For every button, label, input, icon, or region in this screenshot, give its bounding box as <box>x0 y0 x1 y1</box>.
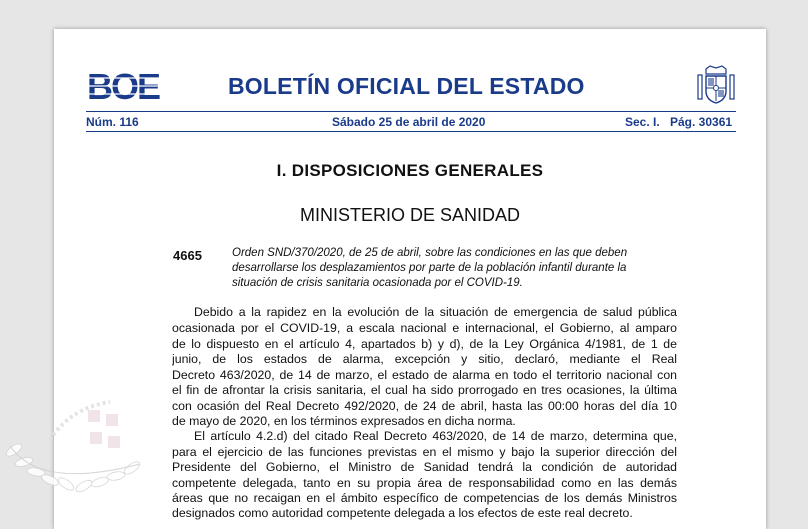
body-line: junio, de los estados de alarma, excepción y sitio, declaró, mediante el Real <box>172 352 677 366</box>
body-line: designados como autoridad competente delegada a los efectos de este real decreto. <box>172 506 633 520</box>
gazette-title: BOLETÍN OFICIAL DEL ESTADO <box>228 73 585 99</box>
boe-logo-icon <box>86 70 160 102</box>
body-line: El artículo 4.2.d) del citado Real Decreto 463/2020, de 14 de marzo, determina que, <box>194 429 677 443</box>
issue-number: Núm. 116 <box>86 115 139 129</box>
body-line: áreas que no recaigan en el ámbito específico de competencias de los demás Ministros <box>172 491 677 505</box>
body-line: competente delegada, tanto en su propia área de responsabilidad como en las demás <box>172 476 677 490</box>
body-line: Debido a la rapidez en la evolución de la situación de emergencia de salud pública <box>194 305 677 319</box>
order-title-line: situación de crisis sanitaria ocasionada por el COVID-19. <box>232 277 523 289</box>
laurel-watermark-icon <box>0 400 160 510</box>
document-page <box>54 29 766 529</box>
body-line: con ocasión del Real Decreto 492/2020, de 24 de abril, hasta las 00:00 horas del día 10 <box>172 399 677 413</box>
section-title: I. DISPOSICIONES GENERALES <box>276 161 544 180</box>
section-label: Sec. I. <box>625 115 660 129</box>
header-rule-top <box>86 111 736 112</box>
body-line: ocasionada por el COVID-19, a escala nacional e internacional, el Gobierno, al amparo <box>172 321 677 335</box>
body-line: el fin de afrontar la crisis sanitaria, el cual ha sido prorrogado en tres ocasiones, la última <box>172 383 677 397</box>
ministry-title: MINISTERIO DE SANIDAD <box>299 205 521 225</box>
issue-date: Sábado 25 de abril de 2020 <box>332 115 486 129</box>
spain-coat-of-arms-icon <box>695 65 737 105</box>
header-rule-bottom <box>86 131 736 132</box>
body-line: para el ejercicio de las funciones previstas en el mismo y bajo la superior dirección del <box>172 445 677 459</box>
order-title-line: desarrollarse los desplazamientos por parte de la población infantil durante la <box>232 262 627 274</box>
page-number: Pág. 30361 <box>670 115 733 129</box>
body-line: de lo dispuesto en el artículo 4, apartados b) y d), de la Ley Orgánica 4/1981, de 1 de <box>172 337 677 351</box>
order-reference-number: 4665 <box>173 248 202 263</box>
body-line: de mayo de 2020, en los términos expresados en dicha norma. <box>172 414 516 428</box>
body-line: Presidente del Gobierno, el Ministro de Sanidad tendrá la condición de autoridad <box>172 460 677 474</box>
body-line: Decreto 463/2020, de 14 de marzo, el estado de alarma en todo el territorio nacional con <box>172 368 677 382</box>
order-title-line: Orden SND/370/2020, de 25 de abril, sobre las condiciones en las que deben <box>232 247 628 259</box>
svg-text:BOE: BOE <box>86 70 160 102</box>
